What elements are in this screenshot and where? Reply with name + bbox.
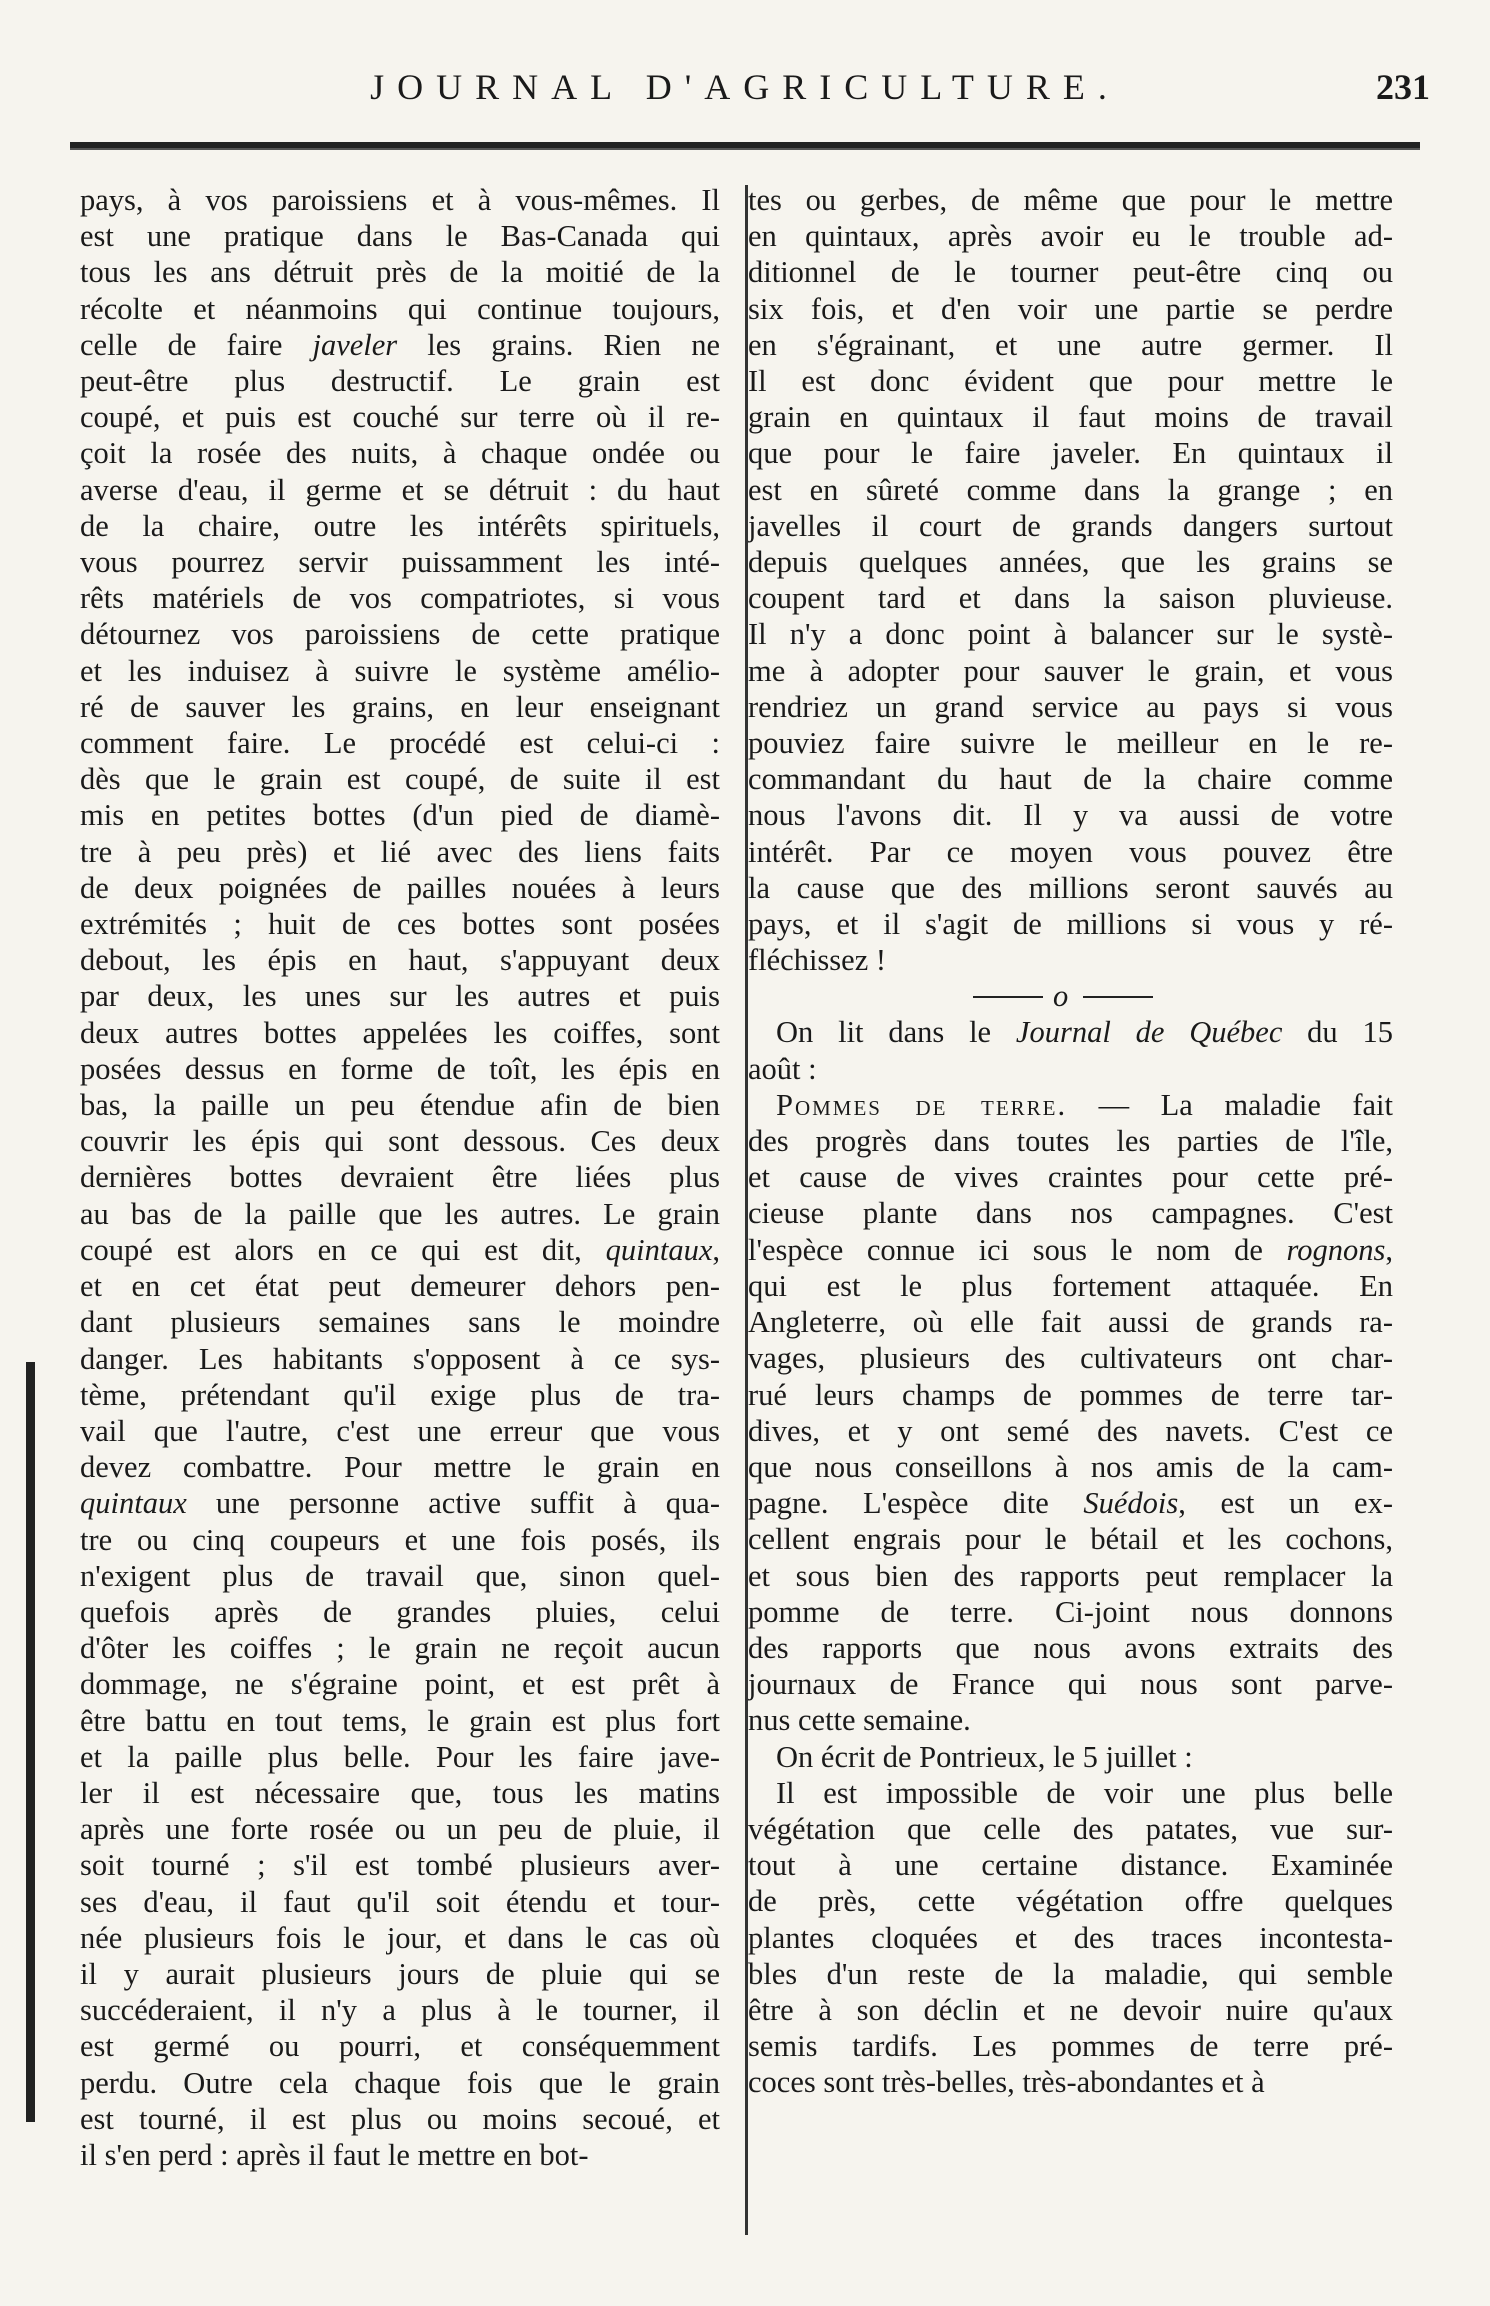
text-line: et cause de vives craintes pour cette pré- <box>748 1160 1393 1195</box>
text-line: pays, et il s'agit de millions si vous y ré- <box>748 907 1393 942</box>
text-line: ler il est nécessaire que, tous les matins <box>80 1775 720 1810</box>
text-line: que pour le faire javeler. En quintaux il <box>748 436 1393 471</box>
right-column <box>748 182 1393 2101</box>
text-line: On écrit de Pontrieux, le 5 juillet : <box>776 1739 1193 1774</box>
text-line: six fois, et d'en voir une partie se perdre <box>748 291 1393 326</box>
text-line: On lit dans le Journal de Québec du 15 <box>776 1015 1393 1050</box>
text-line: après une forte rosée ou un peu de pluie, il <box>80 1812 720 1847</box>
text-line: dernières bottes devraient être liées plus <box>80 1160 720 1195</box>
text-line: nus cette semaine. <box>748 1703 971 1738</box>
text-line: tre ou cinq coupeurs et une fois posés, ils <box>80 1522 720 1557</box>
left-column <box>80 182 720 2173</box>
text-line: Il est impossible de voir une plus belle <box>776 1775 1393 1810</box>
text-line: pomme de terre. Ci-joint nous donnons <box>748 1594 1393 1629</box>
text-line: dant plusieurs semaines sans le moindre <box>80 1305 720 1340</box>
text-line: que nous conseillons à nos amis de la cam- <box>748 1449 1393 1484</box>
text-line: fléchissez ! <box>748 943 887 978</box>
text-line: averse d'eau, il germe et se détruit : du haut <box>80 472 720 507</box>
page-header <box>60 62 1430 112</box>
text-line: perdu. Outre cela chaque fois que le grain <box>80 2065 720 2100</box>
text-line: août : <box>748 1051 817 1086</box>
text-line: tre à peu près) et lié avec des liens faits <box>80 834 720 869</box>
text-line: me à adopter pour sauver le grain, et vous <box>748 653 1393 688</box>
text-line: vail que l'autre, c'est une erreur que vous <box>80 1413 720 1448</box>
text-line: Il est donc évident que pour mettre le <box>748 364 1393 399</box>
text-line: dommage, ne s'égraine point, et est prêt à <box>80 1667 720 1702</box>
text-line: cieuse plante dans nos campagnes. C'est <box>748 1196 1393 1231</box>
text-line: extrémités ; huit de ces bottes sont posées <box>80 907 720 942</box>
text-line: coces sont très-belles, très-abondantes et à <box>748 2065 1265 2100</box>
text-line: plantes cloquées et des traces incontesta- <box>748 1920 1393 1955</box>
text-line: n'exigent plus de travail que, sinon quel- <box>80 1558 720 1593</box>
text-line: deux autres bottes appelées les coiffes, sont <box>80 1015 720 1050</box>
text-line: végétation que celle des patates, vue sur- <box>748 1811 1393 1846</box>
text-line: pagne. L'espèce dite Suédois, est un ex- <box>748 1486 1393 1521</box>
page-number: 231 <box>1376 67 1430 107</box>
text-line: est germé ou pourri, et conséquemment <box>80 2029 720 2064</box>
header-rule <box>70 142 1420 150</box>
text-line: bas, la paille un peu étendue afin de bien <box>80 1088 720 1123</box>
right-column-article-end <box>748 182 1393 978</box>
text-line: Il n'y a donc point à balancer sur le systè- <box>748 617 1393 652</box>
separator-ornament: o <box>1053 979 1069 1014</box>
text-line: javelles il court de grands dangers surtout <box>748 508 1393 543</box>
text-line: et en cet état peut demeurer dehors pen- <box>80 1269 720 1304</box>
text-line: bles d'un reste de la maladie, qui semble <box>748 1956 1393 1991</box>
text-line: il s'en perd : après il faut le mettre en bot- <box>80 2137 589 2172</box>
text-line: rué leurs champs de pommes de terre tar- <box>748 1377 1393 1412</box>
text-line: nous l'avons dit. Il y va aussi de votre <box>748 798 1393 833</box>
text-line: commandant du haut de la chaire comme <box>748 762 1393 797</box>
text-line: quefois après de grandes pluies, celui <box>80 1594 720 1629</box>
text-line: debout, les épis en haut, s'appuyant deux <box>80 943 720 978</box>
text-line: il y aurait plusieurs jours de pluie qui se <box>80 1956 720 1991</box>
text-line: ditionnel de le tourner peut-être cinq ou <box>748 255 1393 290</box>
text-line: Pommes de terre. — La maladie fait <box>776 1087 1393 1122</box>
text-line: l'espèce connue ici sous le nom de rognons, <box>748 1232 1393 1267</box>
text-line: rendriez un grand service au pays si vous <box>748 689 1393 724</box>
text-line: et la paille plus belle. Pour les faire jave- <box>80 1739 720 1774</box>
text-line: qui est le plus fortement attaquée. En <box>748 1268 1393 1303</box>
text-line: semis tardifs. Les pommes de terre pré- <box>748 2029 1393 2064</box>
text-line: rêts matériels de vos compatriotes, si vous <box>80 581 720 616</box>
text-line: Angleterre, où elle fait aussi de grands ra- <box>748 1305 1393 1340</box>
text-line: des rapports que nous avons extraits des <box>748 1630 1393 1665</box>
text-line: au bas de la paille que les autres. Le grain <box>80 1196 720 1231</box>
text-line: pouviez faire suivre le meilleur en le re- <box>748 726 1393 761</box>
margin-mark <box>26 1362 35 2122</box>
text-line: ses d'eau, il faut qu'il soit étendu et tour- <box>80 1884 720 1919</box>
text-line: succéderaient, il n'y a plus à le tourner, il <box>80 1993 720 2028</box>
text-line: en quintaux, après avoir eu le trouble ad- <box>748 219 1393 254</box>
text-line: celle de faire javeler les grains. Rien ne <box>80 327 720 362</box>
text-line: coupé, et puis est couché sur terre où il re- <box>80 400 720 435</box>
text-line: la cause que des millions seront sauvés au <box>748 870 1393 905</box>
right-column-news <box>748 1014 1393 2100</box>
text-line: de la chaire, outre les intérêts spirituels, <box>80 508 720 543</box>
text-line: depuis quelques années, que les grains se <box>748 545 1393 580</box>
text-line: pays, à vos paroissiens et à vous-mêmes. Il <box>80 183 720 217</box>
text-line: est en sûreté comme dans la grange ; en <box>748 472 1393 507</box>
text-line: cellent engrais pour le bétail et les cochons, <box>748 1522 1393 1557</box>
text-line: coupé est alors en ce qui est dit, quintaux, <box>80 1232 720 1267</box>
text-line: intérêt. Par ce moyen vous pouvez être <box>748 834 1393 869</box>
text-line: récolte et néanmoins qui continue toujours, <box>80 291 720 326</box>
text-line: couvrir les épis qui sont dessous. Ces deux <box>80 1124 720 1159</box>
text-line: être battu en tout tems, le grain est plus fort <box>80 1703 720 1738</box>
text-line: par deux, les unes sur les autres et puis <box>80 979 720 1014</box>
text-line: en s'égrainant, et une autre germer. Il <box>748 327 1393 362</box>
text-line: mis en petites bottes (d'un pied de diamè- <box>80 798 720 833</box>
text-line: vages, plusieurs des cultivateurs ont char- <box>748 1341 1393 1376</box>
text-line: posées dessus en forme de toît, les épis en <box>80 1051 720 1086</box>
text-line: tout à une certaine distance. Examinée <box>748 1848 1393 1883</box>
text-line: de deux poignées de pailles nouées à leurs <box>80 870 720 905</box>
text-line: comment faire. Le procédé est celui-ci : <box>80 726 720 761</box>
text-line: quintaux une personne active suffit à qua- <box>80 1486 720 1521</box>
text-line: dès que le grain est coupé, de suite il est <box>80 762 720 797</box>
text-line: tème, prétendant qu'il exige plus de tra- <box>80 1377 720 1412</box>
text-line: journaux de France qui nous sont parve- <box>748 1667 1393 1702</box>
text-line: tous les ans détruit près de la moitié de la <box>80 255 720 290</box>
section-separator <box>748 978 1393 1014</box>
text-line: d'ôter les coiffes ; le grain ne reçoit aucun <box>80 1631 720 1666</box>
text-line: soit tourné ; s'il est tombé plusieurs aver- <box>80 1848 720 1883</box>
running-title: JOURNAL D'AGRICULTURE. <box>370 67 1120 107</box>
text-line: çoit la rosée des nuits, à chaque ondée ou <box>80 436 720 471</box>
text-line: et les induisez à suivre le système amélio- <box>80 653 720 688</box>
text-line: vous pourrez servir puissamment les inté- <box>80 545 720 580</box>
text-line: dives, et y ont semé des navets. C'est ce <box>748 1413 1393 1448</box>
text-line: des progrès dans toutes les parties de l'île, <box>748 1124 1393 1159</box>
text-line: être à son déclin et ne devoir nuire qu'aux <box>748 1992 1393 2027</box>
text-line: peut-être plus destructif. Le grain est <box>80 364 720 399</box>
text-line: tes ou gerbes, de même que pour le mettre <box>748 183 1393 217</box>
text-line: de près, cette végétation offre quelques <box>748 1884 1393 1919</box>
text-line: et sous bien des rapports peut remplacer la <box>748 1558 1393 1593</box>
text-line: devez combattre. Pour mettre le grain en <box>80 1450 720 1485</box>
text-line: coupent tard et dans la saison pluvieuse. <box>748 581 1393 616</box>
text-line: est une pratique dans le Bas-Canada qui <box>80 219 720 254</box>
text-line: ré de sauver les grains, en leur enseignant <box>80 689 720 724</box>
text-line: née plusieurs fois le jour, et dans le cas où <box>80 1920 720 1955</box>
text-line: grain en quintaux il faut moins de travail <box>748 400 1393 435</box>
text-line: danger. Les habitants s'opposent à ce sys- <box>80 1341 720 1376</box>
separator-rule-right <box>1083 996 1153 998</box>
separator-rule-left <box>973 996 1043 998</box>
text-line: est tourné, il est plus ou moins secoué, et <box>80 2101 720 2136</box>
text-line: détournez vos paroissiens de cette pratique <box>80 617 720 652</box>
